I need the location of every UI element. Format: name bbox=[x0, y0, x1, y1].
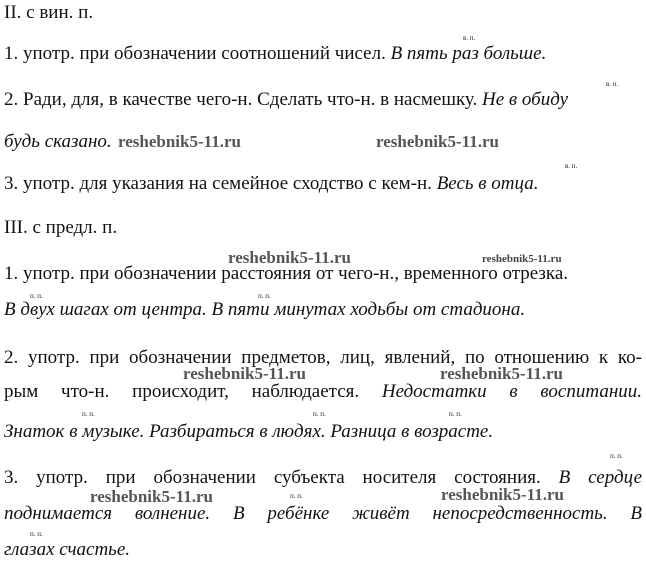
section-heading-accusative: II. с вин. п. bbox=[4, 2, 94, 23]
paragraph-2-2 bbox=[4, 89, 568, 111]
rule-text: 3. употр. для указания на семейное сходство с кем-н. bbox=[4, 173, 432, 194]
paragraph-3-1-example: В двух шагах от центра. В пяти минутах ходьбы от стадиона. bbox=[4, 299, 526, 320]
watermark: reshebnik5-11.ru bbox=[376, 132, 499, 151]
case-annotation: в. п. bbox=[463, 34, 476, 42]
case-annotation: п. п. bbox=[610, 452, 623, 460]
watermark: reshebnik5-11.ru bbox=[441, 485, 564, 504]
case-annotation: п. п. bbox=[82, 410, 95, 418]
paragraph-3-3-line2: поднимается волнение. В ребёнке живёт непосредственность. В bbox=[4, 503, 642, 524]
case-annotation: в. п. bbox=[606, 80, 619, 88]
watermark: reshebnik5-11.ru bbox=[183, 364, 306, 383]
paragraph-2-2-cont: будь сказано. bbox=[4, 131, 112, 152]
paragraph-3-3-line3: глазах счастье. bbox=[4, 539, 131, 560]
case-annotation: п. п. bbox=[258, 292, 271, 300]
watermark: reshebnik5-11.ru bbox=[90, 487, 213, 506]
case-annotation: п. п. bbox=[290, 492, 303, 500]
watermark: reshebnik5-11.ru bbox=[228, 248, 351, 267]
rule-text: 1. употр. при обозначении соотношений чисел. bbox=[4, 43, 386, 64]
watermark: reshebnik5-11.ru bbox=[118, 132, 241, 151]
example-text: В пять раз больше. bbox=[390, 43, 547, 64]
paragraph-2-1 bbox=[4, 43, 546, 65]
paragraph-2-3 bbox=[4, 173, 539, 195]
case-annotation: п. п. bbox=[449, 410, 462, 418]
example-text: Недостатки в воспитании. bbox=[381, 381, 642, 402]
example-text: Весь в отца. bbox=[436, 173, 539, 194]
case-annotation: п. п. bbox=[30, 292, 43, 300]
rule-text: 2. Ради, для, в качестве чего-н. Сделать что-н. в насмешку. bbox=[4, 89, 478, 110]
watermark: reshebnik5-11.ru bbox=[440, 364, 563, 383]
rule-text: рым что-н. происходит, наблюдается. bbox=[4, 381, 360, 402]
section-heading-prepositional: III. с предл. п. bbox=[4, 217, 118, 238]
case-annotation: в. п. bbox=[565, 162, 578, 170]
paragraph-3-2: 2. употр. при обозначении предметов, лиц, явлений, по отношению к ко- bbox=[4, 347, 642, 368]
rule-text: 3. употр. при обозначении субъекта носителя состояния. bbox=[4, 467, 541, 488]
case-annotation: п. п. bbox=[313, 410, 326, 418]
paragraph-3-2-line2 bbox=[4, 381, 642, 403]
example-text: В сердце bbox=[558, 467, 642, 488]
paragraph-3-2-line3: Знаток в музыке. Разбираться в людях. Разница в возрасте. bbox=[4, 421, 494, 442]
paragraph-3-1: 1. употр. при обозначении расстояния от чего-н., временного отрезка. bbox=[4, 263, 569, 284]
watermark: reshebnik5-11.ru bbox=[482, 253, 562, 265]
example-text: Не в обиду bbox=[482, 89, 569, 110]
case-annotation: п. п. bbox=[30, 530, 43, 538]
